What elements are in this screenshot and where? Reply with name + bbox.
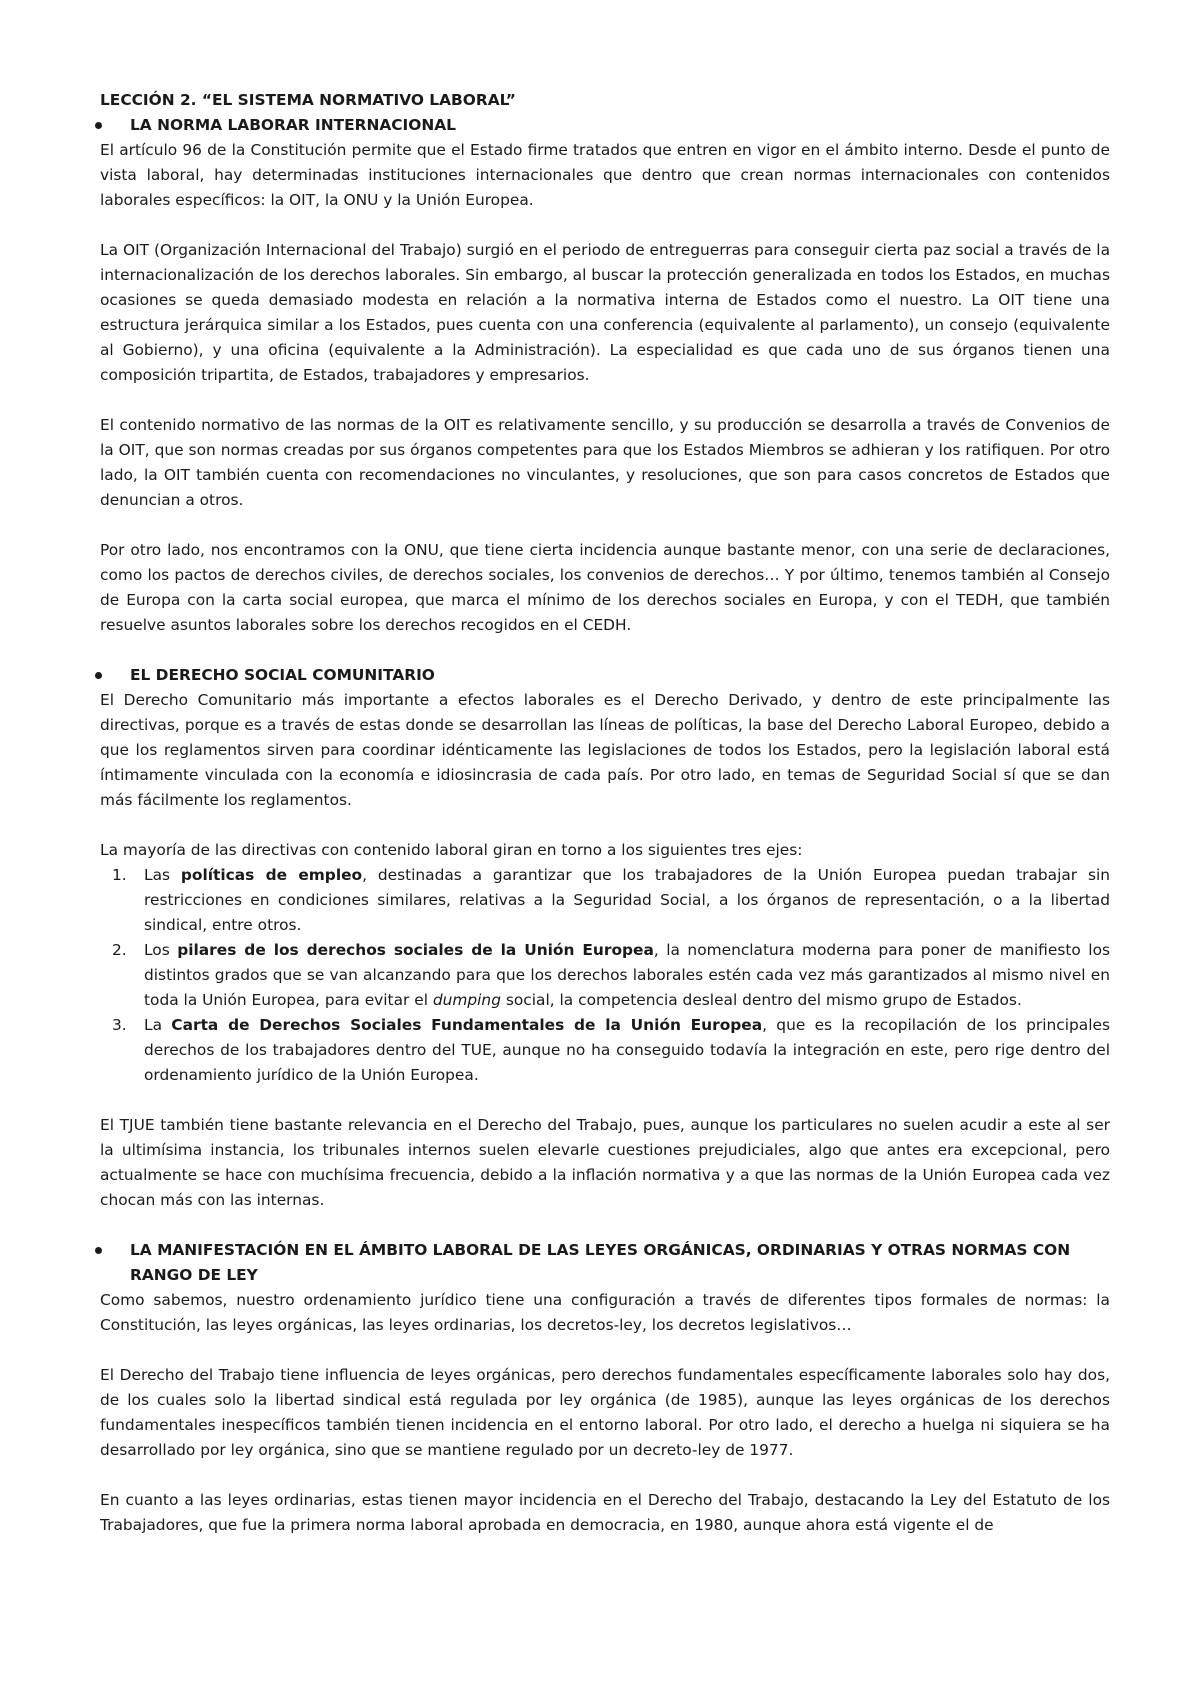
paragraph: La mayoría de las directivas con contenido laboral giran en torno a los siguientes tres ejes: xyxy=(100,841,803,859)
section-heading-international xyxy=(100,113,1110,138)
bullet-icon xyxy=(95,672,102,679)
section-heading-text: LA MANIFESTACIÓN EN EL ÁMBITO LABORAL DE LAS LEYES ORGÁNICAS, ORDINARIAS Y OTRAS NORMAS CON RANGO DE LEY xyxy=(130,1241,1071,1284)
list-text: social, la competencia desleal dentro del mismo grupo de Estados. xyxy=(500,991,1022,1009)
section-heading-community-law xyxy=(100,663,1110,688)
paragraph: Como sabemos, nuestro ordenamiento jurídico tiene una configuración a través de diferentes tipos formales de normas: la Constitución, las leyes orgánicas, las leyes ordinarias, los decretos-ley, los decretos legislativos… xyxy=(100,1291,1110,1334)
document-body xyxy=(100,88,1110,1538)
list-text: Las xyxy=(144,866,181,884)
paragraph: El contenido normativo de las normas de la OIT es relativamente sencillo, y su producción se desarrolla a través de Convenios de la OIT, que son normas creadas por sus órganos competentes para que los Estados Miembros se adhieran y los ratifiquen. Por otro lado, la OIT también cuenta con recomendaciones no vinculantes, y resoluciones, que son para casos concretos de Estados que denuncian a otros. xyxy=(100,416,1110,509)
list-text: , que es la recopilación de los principales derechos de los trabajadores dentro del TUE, aunque no ha conseguido todavía la integración en este, pero rige dentro del ordenamiento jurídico de la Unión Europea. xyxy=(144,1016,1110,1084)
list-number: 3. xyxy=(112,1016,127,1034)
bullet-icon xyxy=(95,122,102,129)
list-text: , destinadas a garantizar que los trabajadores de la Unión Europea puedan trabajar sin restricciones en condiciones similares, relativas a la Seguridad Social, a los órganos de representación, o a la libertad sindical, entre otros. xyxy=(144,866,1111,934)
list-bold-term: Carta de Derechos Sociales Fundamentales de la Unión Europea xyxy=(171,1016,763,1034)
paragraph: El artículo 96 de la Constitución permite que el Estado firme tratados que entren en vigor en el ámbito interno. Desde el punto de vista laboral, hay determinadas instituciones internacionales que dentro que crean normas internacionales con contenidos laborales específicos: la OIT, la ONU y la Unión Europea. xyxy=(100,141,1110,209)
section-heading-text: LA NORMA LABORAR INTERNACIONAL xyxy=(130,116,456,134)
list-number: 2. xyxy=(112,941,127,959)
bullet-icon xyxy=(95,1247,102,1254)
list-number: 1. xyxy=(112,866,127,884)
list-bold-term: políticas de empleo xyxy=(180,866,363,884)
section-heading-text: EL DERECHO SOCIAL COMUNITARIO xyxy=(130,666,435,684)
paragraph: En cuanto a las leyes ordinarias, estas tienen mayor incidencia en el Derecho del Trabajo, destacando la Ley del Estatuto de los Trabajadores, que fue la primera norma laboral aprobada en democracia, en 1980, aunque ahora está vigente el de xyxy=(100,1491,1110,1534)
list-item xyxy=(100,863,1110,938)
paragraph: El Derecho del Trabajo tiene influencia de leyes orgánicas, pero derechos fundamentales específicamente laborales solo hay dos, de los cuales solo la libertad sindical está regulada por ley orgánica (de 1985), aunque las leyes orgánicas de los derechos fundamentales inespecíficos también tienen incidencia en el entorno laboral. Por otro lado, el derecho a huelga ni siquiera se ha desarrollado por ley orgánica, sino que se mantiene regulado por un decreto-ley de 1977. xyxy=(100,1366,1110,1459)
lesson-title: LECCIÓN 2. “EL SISTEMA NORMATIVO LABORAL” xyxy=(100,91,516,109)
list-item xyxy=(100,1013,1110,1088)
list-bold-term: pilares de los derechos sociales de la Unión Europea xyxy=(177,941,654,959)
section-heading-organic-laws xyxy=(100,1238,1110,1288)
paragraph: La OIT (Organización Internacional del Trabajo) surgió en el periodo de entreguerras para conseguir cierta paz social a través de la internacionalización de los derechos laborales. Sin embargo, al buscar la protección generalizada en todos los Estados, en muchas ocasiones se queda demasiado modesta en relación a la normativa interna de Estados como el nuestro. La OIT tiene una estructura jerárquica similar a los Estados, pues cuenta con una conferencia (equivalente al parlamento), un consejo (equivalente al Gobierno), y una oficina (equivalente a la Administración). La especialidad es que cada uno de sus órganos tienen una composición tripartita, de Estados, trabajadores y empresarios. xyxy=(100,241,1110,384)
list-text: La xyxy=(144,1016,172,1034)
list-item xyxy=(100,938,1110,1013)
paragraph: El Derecho Comunitario más importante a efectos laborales es el Derecho Derivado, y dentro de este principalmente las directivas, porque es a través de estas donde se desarrollan las líneas de políticas, la base del Derecho Laboral Europeo, debido a que los reglamentos sirven para coordinar idénticamente las legislaciones de todos los Estados, pero la legislación laboral está íntimamente vinculada con la economía e idiosincrasia de cada país. Por otro lado, en temas de Seguridad Social sí que se dan más fácilmente los reglamentos. xyxy=(100,691,1110,809)
paragraph: El TJUE también tiene bastante relevancia en el Derecho del Trabajo, pues, aunque los particulares no suelen acudir a este al ser la ultimísima instancia, los tribunales internos suelen elevarle cuestiones prejudiciales, algo que antes era excepcional, pero actualmente se hace con muchísima frecuencia, debido a la inflación normativa y a que las normas de la Unión Europea cada vez chocan más con las internas. xyxy=(100,1116,1110,1209)
list-text: Los xyxy=(144,941,178,959)
list-text: , la nomenclatura moderna para poner de manifiesto los distintos grados que se van alcanzando para que los derechos laborales estén cada vez más garantizados al mismo nivel en toda la Unión Europea, para evitar el xyxy=(144,941,1110,1009)
paragraph: Por otro lado, nos encontramos con la ONU, que tiene cierta incidencia aunque bastante menor, con una serie de declaraciones, como los pactos de derechos civiles, de derechos sociales, los convenios de derechos… Y por último, tenemos también al Consejo de Europa con la carta social europea, que marca el mínimo de los derechos sociales en Europa, y con el TEDH, que también resuelve asuntos laborales sobre los derechos recogidos en el CEDH. xyxy=(100,541,1110,634)
axes-list xyxy=(100,863,1110,1088)
list-italic-term: dumping xyxy=(432,991,501,1009)
